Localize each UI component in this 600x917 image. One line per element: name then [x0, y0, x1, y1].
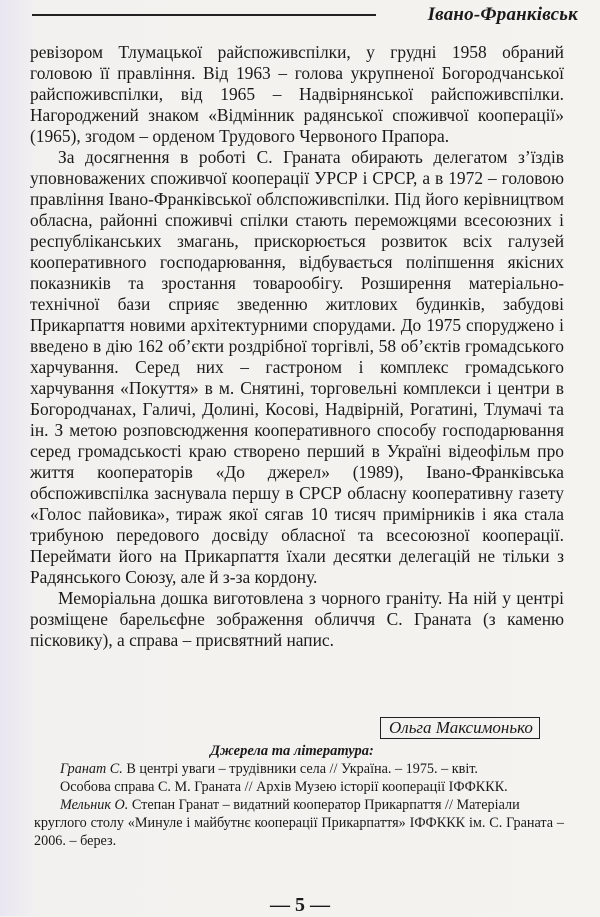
source-text: В центрі уваги – трудівники села // Україна. – 1975. – квіт.: [122, 761, 478, 777]
source-item-continued: круглого столу «Минуле і майбутнє кооперації Прикарпаття» ІФФККК ім. С. Граната – 2006. – берез.: [34, 815, 564, 849]
page-number: — 5 —: [270, 894, 330, 916]
source-author: Мельник О.: [60, 797, 129, 813]
source-text: Степан Гранат – видатний кооператор Прикарпаття // Матеріали: [128, 797, 520, 813]
sources-section: [34, 742, 564, 850]
paragraph-2: За досягнення в роботі С. Граната обирають делегатом з’їздів уповноважених споживчої кооперації УРСР і СРСР, а в 1972 – головою правління Івано-Франківської облспоживспілки. Під його керівництвом обласна, районні споживчі спілки стають переможцями всесоюзних і республіканських змагань, прискорюється розвиток всіх галузей кооперативного господарювання, відбувається поліпшення якісних показників та зростання товарообігу. Розширення матеріально-технічної бази сприяє зведенню житлових будинків, забудові Прикарпаття новими архітектурними спорудами. До 1975 споруджено і введено в дію 162 об’єкти роздрібної торгівлі, 58 об’єктів громадського харчування. Серед них – гастроном і комплекс громадського харчування «Покуття» в м. Снятині, торговельні комплекси і центри в Богородчанах, Галичі, Долині, Косові, Надвірній, Рогатині, Тлумачі та ін. З метою розповсюдження кооперативного способу господарювання серед громадськості краю створено перший в Україні відеофільм про життя кооператорів «До джерел» (1989), Івано-Франківська обспоживспілка заснувала першу в СРСР обласну кооперативну газету «Голос пайовика», тираж якої сягав 10 тисяч примірників і яка стала трибуною передового досвіду обласної та всесоюзної кооперації. Переймати його на Прикарпаття їхали десятки делегацій не тільки з Радянського Союзу, але й з-за кордону.: [30, 147, 564, 587]
header-rule: [32, 14, 376, 16]
sources-title: Джерела та література:: [210, 743, 374, 759]
source-item: [60, 760, 564, 778]
source-item: [60, 778, 564, 796]
paragraph-3: Меморіальна дошка виготовлена з чорного граніту. На ній у центрі розміщене барельєфне зображення обличчя С. Граната (з каменю пісковику), а справа – присвятний напис.: [30, 588, 564, 650]
source-author: Гранат С.: [60, 761, 123, 777]
source-text: Особова справа С. М. Граната // Архів Музею історії кооперації ІФФККК.: [60, 779, 508, 795]
paragraph-1: ревізором Тлумацької райспоживспілки, у грудні 1958 обраний головою її правління. Від 1963 – голова укрупненої Богородчанської райспоживспілки, від 1965 – Надвірнянської райспоживспілки. Нагороджений знаком «Відмінник радянської споживчої кооперації» (1965), згодом – орденом Трудового Червоного Прапора.: [30, 42, 564, 146]
article-body: [30, 42, 564, 651]
author-signature: Ольга Максимонько: [380, 717, 540, 739]
source-item: [60, 796, 564, 814]
running-header: Івано-Франківськ: [427, 4, 578, 25]
